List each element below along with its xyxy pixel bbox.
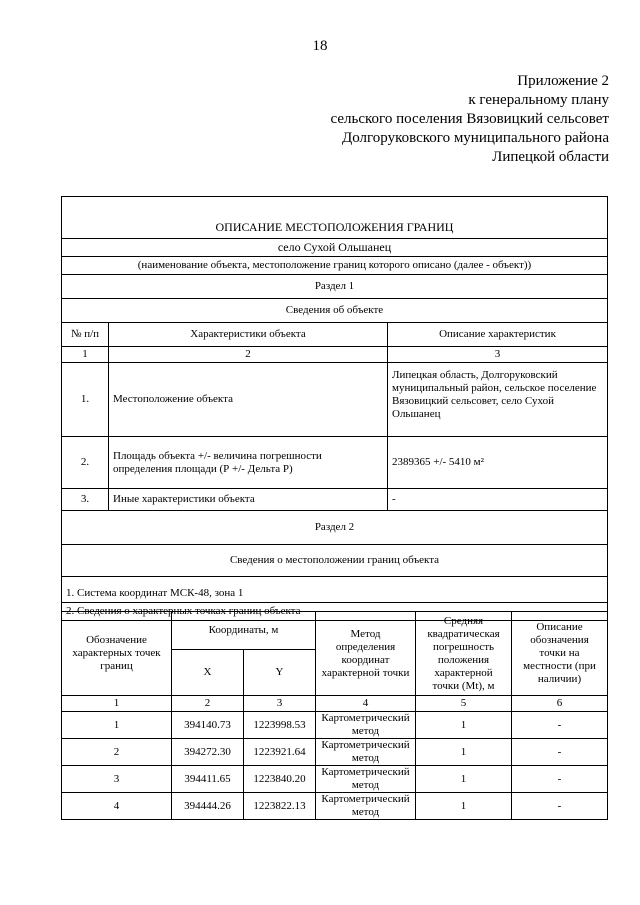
column-number: 3 xyxy=(244,696,316,712)
point-id: 4 xyxy=(62,793,172,820)
object-caption: (наименование объекта, местоположение границ которого описано (далее - объект)) xyxy=(62,257,608,275)
column-number: 3 xyxy=(388,347,608,363)
point-desc: - xyxy=(512,712,608,739)
point-method: Картометрический метод xyxy=(316,712,416,739)
appendix-header xyxy=(331,72,609,167)
column-number: 5 xyxy=(416,696,512,712)
table-row xyxy=(62,712,608,739)
object-description-table xyxy=(61,196,608,621)
header-num: № п/п xyxy=(62,323,109,347)
header-designation: Обозначение характерных точек границ xyxy=(62,612,172,696)
header-location: Описание обозначения точки на местности (при наличии) xyxy=(512,612,608,696)
object-name: село Сухой Ольшанец xyxy=(62,239,608,257)
row-value: Липецкая область, Долгоруковский муниципальный район, сельское поселение Вязовицкий сельсовет, село Сухой Ольшанец xyxy=(388,363,608,437)
point-desc: - xyxy=(512,793,608,820)
point-mt: 1 xyxy=(416,793,512,820)
row-value: - xyxy=(388,489,608,511)
point-x: 394272.30 xyxy=(172,739,244,766)
point-desc: - xyxy=(512,766,608,793)
point-id: 1 xyxy=(62,712,172,739)
header-coordinates: Координаты, м xyxy=(172,612,316,650)
header-y: Y xyxy=(244,650,316,696)
header-x: X xyxy=(172,650,244,696)
header-characteristic: Характеристики объекта xyxy=(109,323,388,347)
point-y: 1223998.53 xyxy=(244,712,316,739)
point-method: Картометрический метод xyxy=(316,739,416,766)
column-number: 1 xyxy=(62,696,172,712)
header-error: Средняя квадратическая погрешность положения характерной точки (Mt), м xyxy=(416,612,512,696)
row-value: 2389365 +/- 5410 м² xyxy=(388,437,608,489)
section2-title: Раздел 2 xyxy=(62,511,608,545)
appendix-line: Долгоруковского муниципального района xyxy=(341,130,609,146)
point-x: 394140.73 xyxy=(172,712,244,739)
point-id: 2 xyxy=(62,739,172,766)
point-mt: 1 xyxy=(416,739,512,766)
point-mt: 1 xyxy=(416,712,512,739)
header-description: Описание характеристик xyxy=(388,323,608,347)
points-heading: 2. Сведения о характерных точках границ объекта xyxy=(62,603,608,621)
column-number: 2 xyxy=(172,696,244,712)
row-num: 2. xyxy=(62,437,109,489)
point-x: 394444.26 xyxy=(172,793,244,820)
document-title: ОПИСАНИЕ МЕСТОПОЛОЖЕНИЯ ГРАНИЦ xyxy=(62,197,608,239)
column-number: 6 xyxy=(512,696,608,712)
coordinate-system: 1. Система координат МСК-48, зона 1 xyxy=(62,577,608,603)
boundary-points-table xyxy=(61,611,608,820)
point-x: 394411.65 xyxy=(172,766,244,793)
point-method: Картометрический метод xyxy=(316,793,416,820)
point-method: Картометрический метод xyxy=(316,766,416,793)
row-characteristic: Местоположение объекта xyxy=(109,363,388,437)
table-row xyxy=(62,766,608,793)
point-y: 1223822.13 xyxy=(244,793,316,820)
point-desc: - xyxy=(512,739,608,766)
row-num: 3. xyxy=(62,489,109,511)
section2-subtitle: Сведения о местоположении границ объекта xyxy=(62,545,608,577)
appendix-line: Приложение 2 xyxy=(517,73,609,89)
appendix-line: к генеральному плану xyxy=(468,92,609,108)
table-row xyxy=(62,793,608,820)
column-number: 1 xyxy=(62,347,109,363)
column-number: 4 xyxy=(316,696,416,712)
header-method: Метод определения координат характерной точки xyxy=(316,612,416,696)
page-number: 18 xyxy=(312,38,328,54)
appendix-line: Липецкой области xyxy=(492,149,609,165)
row-num: 1. xyxy=(62,363,109,437)
point-y: 1223840.20 xyxy=(244,766,316,793)
row-characteristic: Иные характеристики объекта xyxy=(109,489,388,511)
point-y: 1223921.64 xyxy=(244,739,316,766)
row-characteristic: Площадь объекта +/- величина погрешности определения площади (Р +/- Дельта Р) xyxy=(109,437,388,489)
section1-subtitle: Сведения об объекте xyxy=(62,299,608,323)
table-row xyxy=(62,739,608,766)
appendix-line: сельского поселения Вязовицкий сельсовет xyxy=(330,111,609,127)
point-mt: 1 xyxy=(416,766,512,793)
section1-title: Раздел 1 xyxy=(62,275,608,299)
column-number: 2 xyxy=(109,347,388,363)
point-id: 3 xyxy=(62,766,172,793)
